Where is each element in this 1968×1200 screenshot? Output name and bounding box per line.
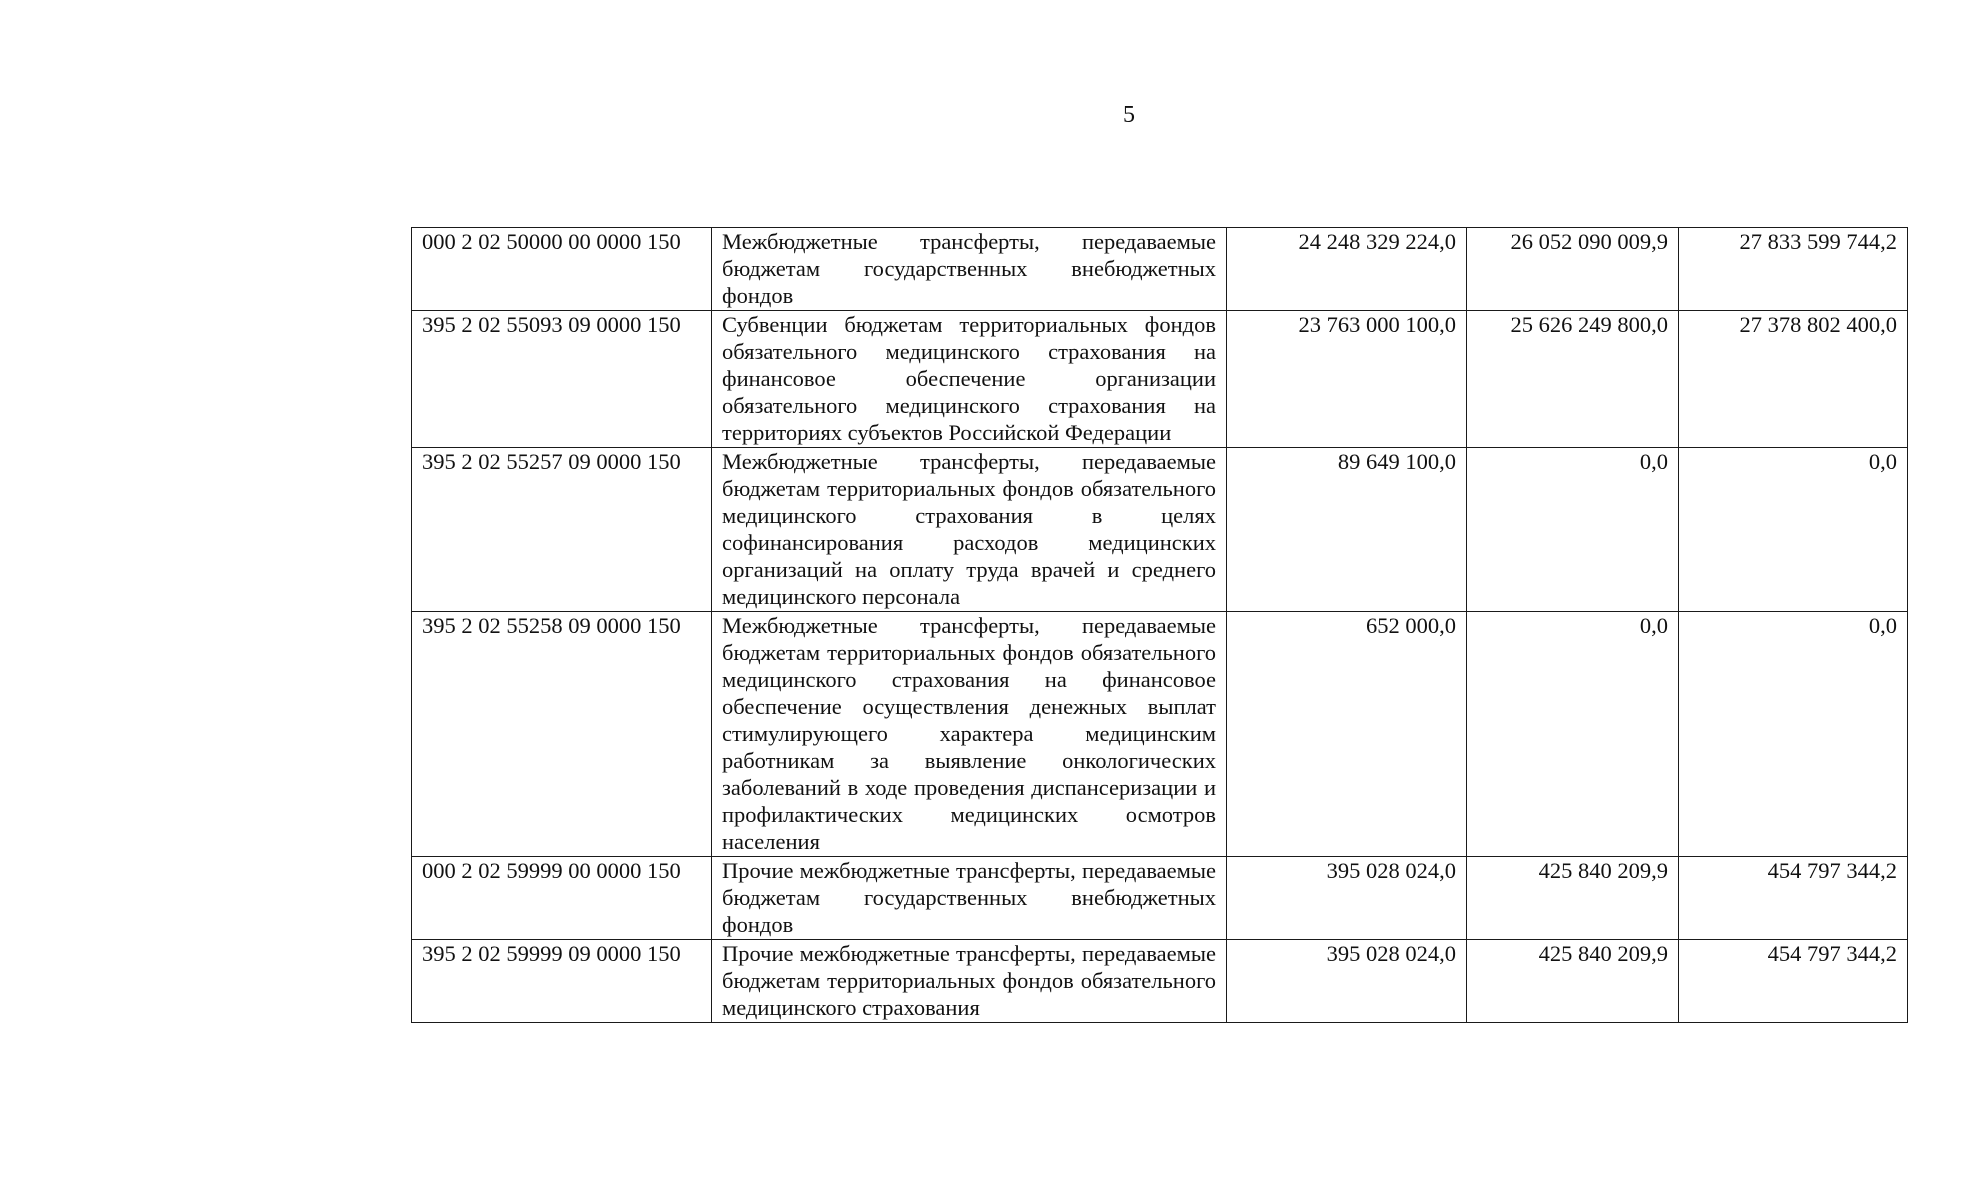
- income-name-cell: Субвенции бюджетам территориальных фондов обязательного медицинского страхования на финансовое обеспечение организации обязательного медицинского страхования на территориях субъектов Российской Федерации: [712, 311, 1227, 448]
- table-row: [412, 857, 1908, 940]
- amount-year-1-cell: 23 763 000 100,0: [1227, 311, 1467, 448]
- budget-revenue-table: [411, 227, 1908, 1023]
- income-name-cell: Межбюджетные трансферты, передаваемые бюджетам территориальных фондов обязательного медицинского страхования в целях софинансирования расходов медицинских организаций на оплату труда врачей и среднего медицинского персонала: [712, 448, 1227, 612]
- table-row: [412, 612, 1908, 857]
- income-name-cell: Прочие межбюджетные трансферты, передаваемые бюджетам территориальных фондов обязательного медицинского страхования: [712, 940, 1227, 1023]
- amount-year-1-cell: 24 248 329 224,0: [1227, 228, 1467, 311]
- income-name-cell: Межбюджетные трансферты, передаваемые бюджетам территориальных фондов обязательного медицинского страхования на финансовое обеспечение осуществления денежных выплат стимулирующего характера медицинским работникам за выявление онкологических заболеваний в ходе проведения диспансеризации и профилактических медицинских осмотров населения: [712, 612, 1227, 857]
- amount-year-2-cell: 0,0: [1467, 612, 1679, 857]
- amount-year-2-cell: 0,0: [1467, 448, 1679, 612]
- page-number: 5: [1123, 102, 1135, 128]
- table-row: [412, 940, 1908, 1023]
- amount-year-2-cell: 25 626 249 800,0: [1467, 311, 1679, 448]
- budget-code-cell: 000 2 02 59999 00 0000 150: [412, 857, 712, 940]
- amount-year-3-cell: 27 378 802 400,0: [1679, 311, 1908, 448]
- amount-year-1-cell: 89 649 100,0: [1227, 448, 1467, 612]
- budget-code-cell: 395 2 02 55093 09 0000 150: [412, 311, 712, 448]
- budget-code-cell: 000 2 02 50000 00 0000 150: [412, 228, 712, 311]
- amount-year-3-cell: 454 797 344,2: [1679, 857, 1908, 940]
- table-row: [412, 228, 1908, 311]
- budget-code-cell: 395 2 02 55257 09 0000 150: [412, 448, 712, 612]
- amount-year-1-cell: 395 028 024,0: [1227, 857, 1467, 940]
- income-name-cell: Прочие межбюджетные трансферты, передаваемые бюджетам государственных внебюджетных фондов: [712, 857, 1227, 940]
- table-row: [412, 311, 1908, 448]
- amount-year-1-cell: 395 028 024,0: [1227, 940, 1467, 1023]
- amount-year-2-cell: 425 840 209,9: [1467, 857, 1679, 940]
- budget-code-cell: 395 2 02 59999 09 0000 150: [412, 940, 712, 1023]
- table-row: [412, 448, 1908, 612]
- amount-year-3-cell: 0,0: [1679, 448, 1908, 612]
- amount-year-1-cell: 652 000,0: [1227, 612, 1467, 857]
- amount-year-2-cell: 425 840 209,9: [1467, 940, 1679, 1023]
- amount-year-2-cell: 26 052 090 009,9: [1467, 228, 1679, 311]
- amount-year-3-cell: 27 833 599 744,2: [1679, 228, 1908, 311]
- amount-year-3-cell: 0,0: [1679, 612, 1908, 857]
- amount-year-3-cell: 454 797 344,2: [1679, 940, 1908, 1023]
- budget-code-cell: 395 2 02 55258 09 0000 150: [412, 612, 712, 857]
- income-name-cell: Межбюджетные трансферты, передаваемые бюджетам государственных внебюджетных фондов: [712, 228, 1227, 311]
